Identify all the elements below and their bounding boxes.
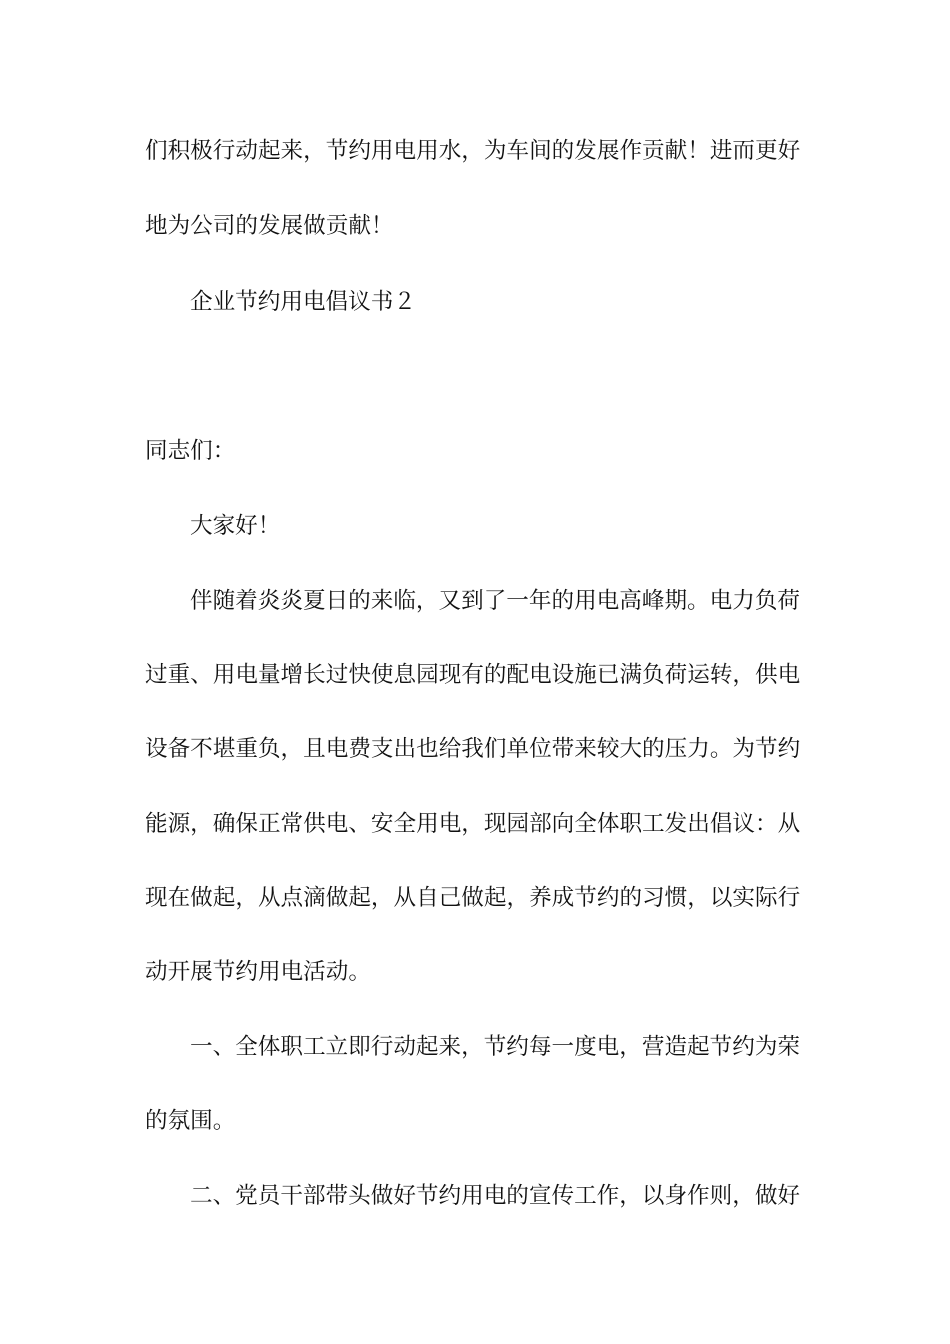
list-item-line: 一、全体职工立即行动起来，节约每一度电，营造起节约为荣 (190, 1034, 801, 1060)
greeting: 大家好！ (190, 513, 281, 539)
paragraph-line: 设备不堪重负，且电费支出也给我们单位带来较大的压力。为节约 (145, 736, 801, 762)
paragraph-line: 们积极行动起来，节约用电用水，为车间的发展作贡献！进而更好 (145, 138, 801, 164)
paragraph-line: 能源，确保正常供电、安全用电，现园部向全体职工发出倡议：从 (145, 811, 801, 837)
salutation: 同志们： (145, 438, 236, 464)
list-item-line: 二、党员干部带头做好节约用电的宣传工作，以身作则，做好 (190, 1183, 801, 1209)
paragraph-line: 过重、用电量增长过快使息园现有的配电设施已满负荷运转，供电 (145, 662, 801, 688)
list-item-line: 的氛围。 (145, 1108, 236, 1134)
paragraph-line: 伴随着炎炎夏日的来临，又到了一年的用电高峰期。电力负荷 (190, 588, 801, 614)
section-heading: 企业节约用电倡议书２ (190, 289, 416, 315)
paragraph-line: 动开展节约用电活动。 (145, 959, 371, 985)
paragraph-line: 地为公司的发展做贡献！ (145, 213, 394, 239)
paragraph-line: 现在做起，从点滴做起，从自己做起，养成节约的习惯，以实际行 (145, 885, 801, 911)
